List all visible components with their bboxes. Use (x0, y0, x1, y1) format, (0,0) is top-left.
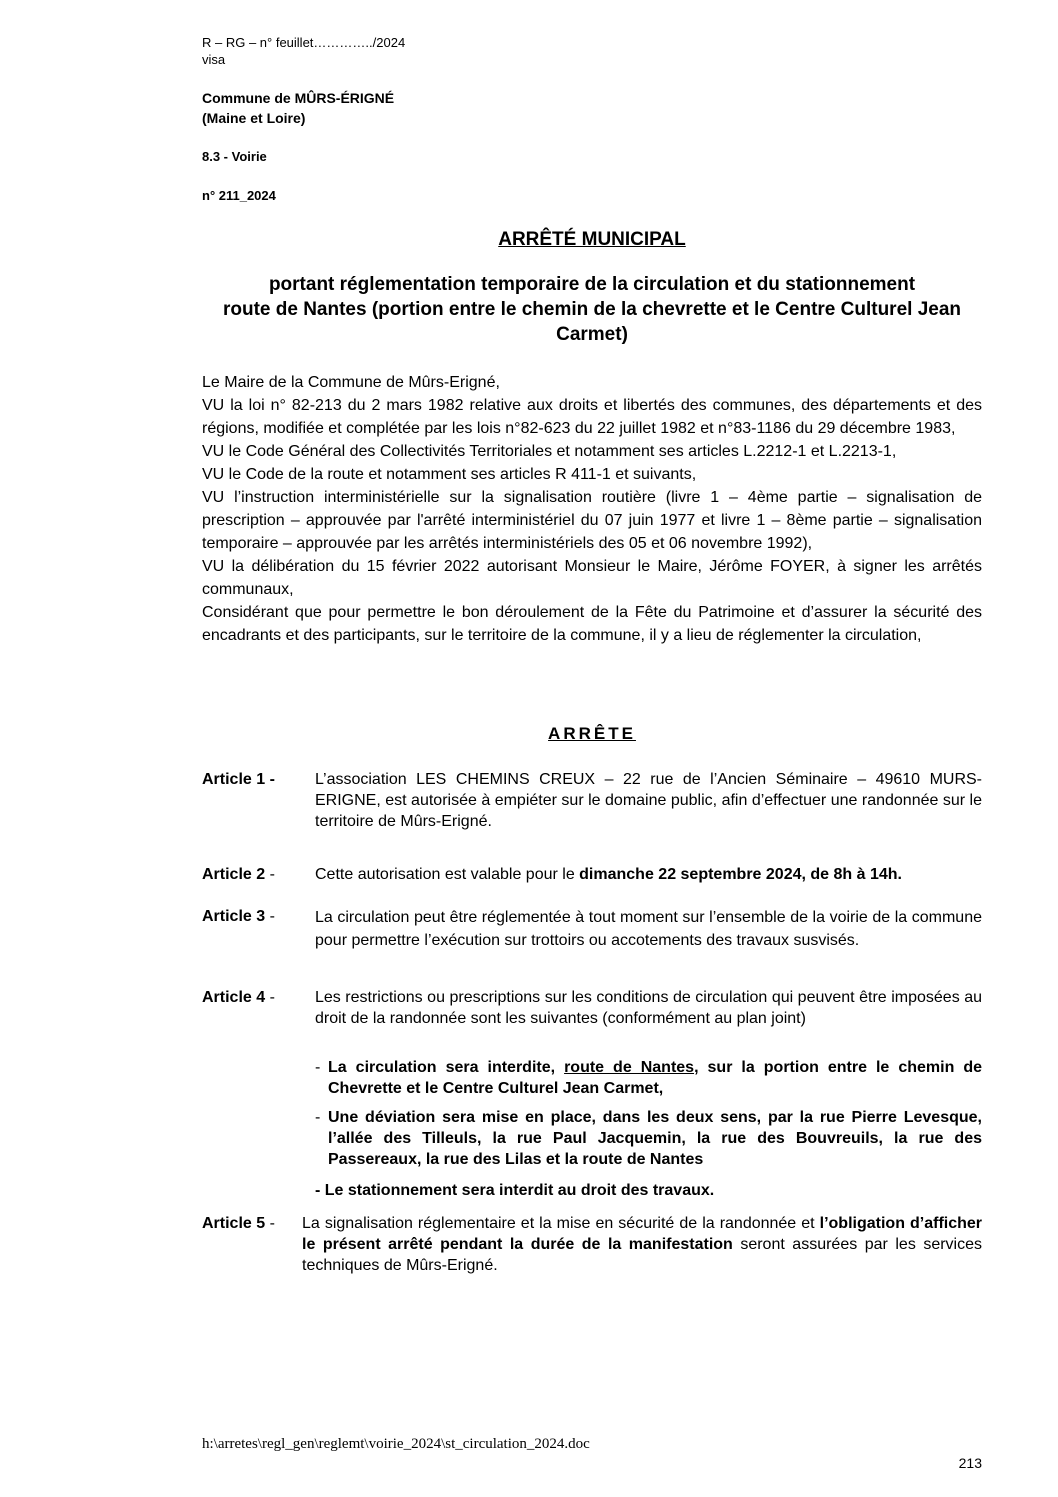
bullet-2-text: Une déviation sera mise en place, dans les deux sens, par la rue Pierre Levesque, l’allée des Tilleuls, la rue Paul Jacquemin, la rue des Bouvreuils, la rue des Passereaux, la rue des Lilas et la route de Nantes (328, 1109, 982, 1168)
article-2-label (202, 864, 275, 885)
bullet-1-content (328, 1057, 982, 1099)
article-2-text-start: Cette autorisation est valable pour le (315, 866, 580, 883)
article-5-label-text: Article 5 (202, 1215, 266, 1232)
department-name: (Maine et Loire) (202, 110, 306, 126)
article-4-bullet-1 (315, 1057, 982, 1099)
visa-label: visa (202, 52, 226, 67)
article-3-label-text: Article 3 (202, 908, 266, 925)
article-2-label-text: Article 2 (202, 866, 266, 883)
article-2-dash: - (265, 866, 275, 883)
article-4-dash: - (265, 989, 275, 1006)
arrete-heading: ARRÊTE (548, 724, 636, 743)
article-4-bullet-2 (315, 1107, 982, 1170)
article-4-label-text: Article 4 (202, 989, 266, 1006)
commune-name: Commune de MÛRS-ÉRIGNÉ (202, 90, 395, 106)
article-5-text (302, 1213, 982, 1276)
preamble-text: Le Maire de la Commune de Mûrs-Erigné, VU la loi n° 82-213 du 2 mars 1982 relative aux droits et libertés des communes, des départements et des régions, modifiée et complétée par les lois n°82-623 du 22 juillet 1982 et n°83-1186 du 29 décembre 1983, VU le Code Général des Collectivités Territoriales et notamment ses articles L.2212-1 et L.2213-1, VU le Code de la route et notamment ses articles R 411-1 et suivants, VU l’instruction interministérielle sur la signalisation routière (livre 1 – 4ème partie – signalisation de prescription – approuvée par l'arrêté interministériel du 07 juin 1977 et livre 1 – 8ème partie – signalisation temporaire – approuvée par les arrêtés interministériels des 05 et 06 novembre 1992), VU la délibération du 15 février 2022 autorisant Monsieur le Maire, Jérôme FOYER, à signer les arrêtés communaux, Considérant que pour permettre le bon déroulement de la Fête du Patrimoine et d’assurer la sécurité des encadrants et des participants, sur le territoire de la commune, il y a lieu de réglementer la circulation, (202, 374, 982, 644)
article-4-label (202, 987, 275, 1008)
decree-number: n° 211_2024 (202, 188, 276, 203)
subtitle-line-2: route de Nantes (portion entre le chemin de la chevrette et le Centre Culturel Jean Carmet) (222, 299, 962, 345)
article-2-date: dimanche 22 septembre 2024, de 8h à 14h. (579, 866, 902, 883)
category-label: 8.3 - Voirie (202, 149, 267, 164)
article-2-text (315, 864, 982, 885)
article-5-label (202, 1213, 275, 1234)
page-number: 213 (958, 1455, 982, 1471)
article-5-obligation: l’obligation d’afficher le présent arrêté pendant la durée de la manifestation (302, 1215, 983, 1253)
document-subtitle (202, 272, 982, 347)
footer-file-path: h:\arretes\regl_gen\reglemt\voirie_2024\st_circulation_2024.doc (202, 1436, 590, 1452)
article-1-text: L’association LES CHEMINS CREUX – 22 rue de l’Ancien Séminaire – 49610 MURS-ERIGNE, est autorisée à empiéter sur le domaine public, afin d’effectuer une randonnée sur le territoire de Mûrs-Erigné. (315, 771, 982, 830)
article-5-dash: - (265, 1215, 275, 1232)
subtitle-line-1: portant réglementation temporaire de la circulation et du stationnement (268, 274, 916, 295)
article-1-label (202, 769, 275, 790)
article-3-dash: - (265, 908, 275, 925)
bullet-dash: - (315, 1059, 321, 1076)
article-4-bullet-list (315, 1057, 982, 1201)
bullet-1-text-b: sur la portion entre le chemin de Chevrette et le Centre Culturel Jean Carmet, (328, 1059, 983, 1097)
article-5-text-start: La signalisation réglementaire et la mise en sécurité de la randonnée et (302, 1215, 820, 1232)
article-4-text: Les restrictions ou prescriptions sur les conditions de circulation qui peuvent être imposées au droit de la randonnée sont les suivantes (conformément au plan joint) (315, 989, 982, 1027)
article-1-label-text: Article 1 - (202, 771, 275, 788)
article-4-bullet-3: - Le stationnement sera interdit au droit des travaux. (315, 1182, 715, 1199)
article-3-label (202, 906, 275, 927)
article-5-text-end: seront assurées par les services techniques de Mûrs-Erigné. (302, 1236, 983, 1274)
document-title: ARRÊTÉ MUNICIPAL (498, 229, 686, 250)
bullet-dash: - (315, 1109, 321, 1126)
bullet-1-road: route de Nantes, (564, 1059, 699, 1076)
article-3-text: La circulation peut être réglementée à tout moment sur l’ensemble de la voirie de la commune pour permettre l’exécution sur trottoirs ou accotements des travaux susvisés. (315, 909, 982, 949)
reference-line: R – RG – n° feuillet…………../2024 (202, 35, 406, 50)
bullet-1-text-a: La circulation sera interdite, (328, 1059, 565, 1076)
